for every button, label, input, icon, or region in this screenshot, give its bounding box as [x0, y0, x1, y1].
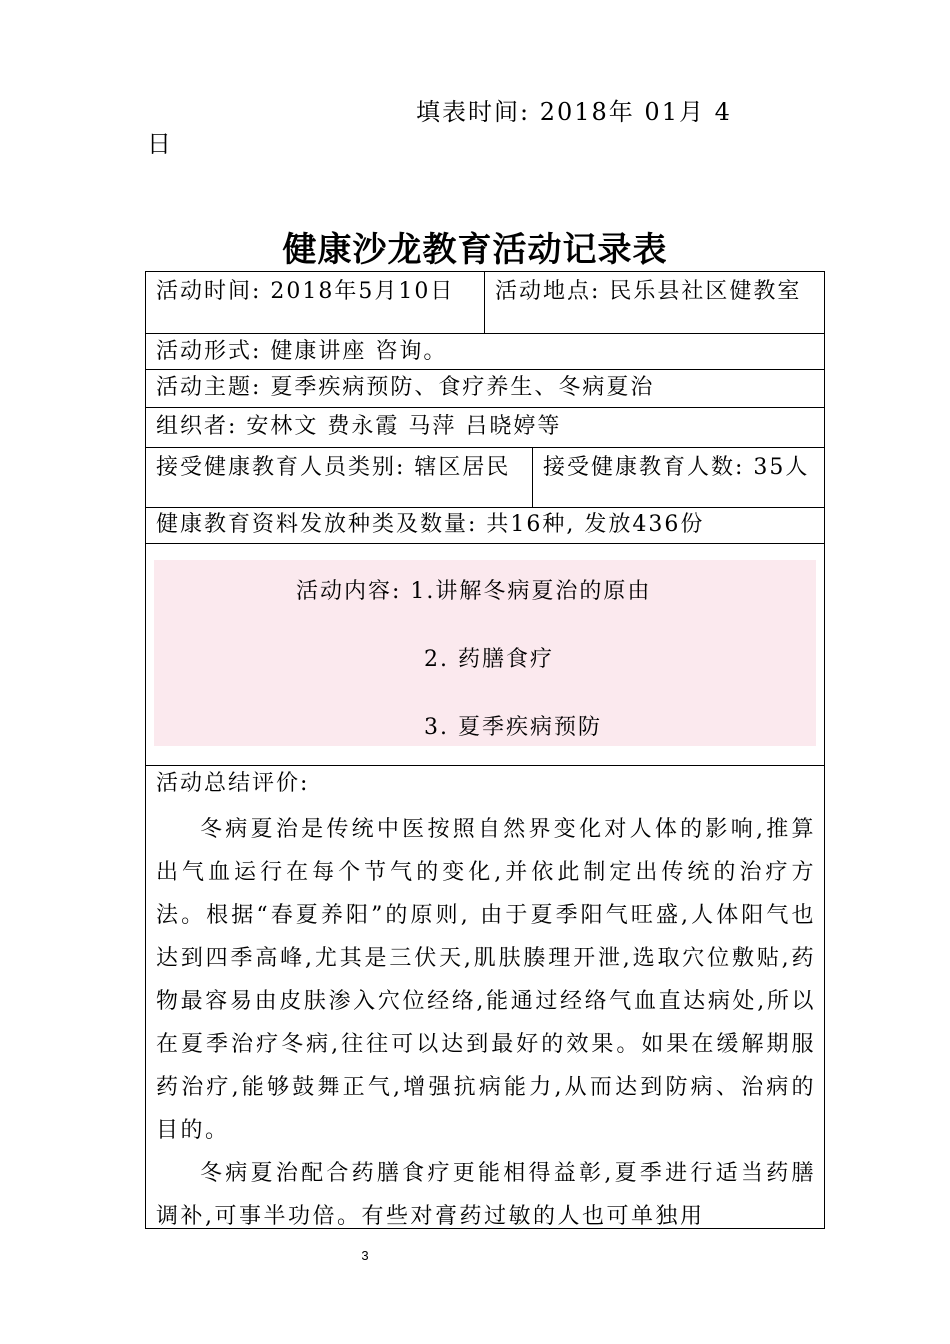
content-line-1: 活动内容: 1.讲解冬病夏治的原由: [296, 579, 652, 604]
summary-paragraph-2: 冬病夏治配合药膳食疗更能相得益彰,夏季进行适当药膳调补,可事半功倍。有些对膏药过敏的人也可单独用: [156, 1161, 816, 1229]
activity-time: 活动时间: 2018年5月10日: [156, 279, 455, 304]
audience-count: 接受健康教育人数: 35人: [543, 455, 810, 480]
row-content: [146, 544, 824, 766]
activity-location: 活动地点: 民乐县社区健教室: [495, 279, 802, 304]
document-title: 健康沙龙教育活动记录表: [282, 230, 668, 270]
fill-date-line1: 填表时间: 2018年 01月 4: [416, 98, 732, 126]
row-audience: [146, 448, 824, 508]
row-form: [146, 334, 824, 370]
summary-paragraph-1: 冬病夏治是传统中医按照自然界变化对人体的影响,推算出气血运行在每个节气的变化,并依此制定出传统的治疗方法。根据“春夏养阳”的原则, 由于夏季阳气旺盛,人体阳气也达到四季高峰,尤其是三伏天,肌肤腠理开泄,选取穴位敷贴,药物最容易由皮肤渗入穴位经络,能通过经络气血直达病处,所以在夏季治疗冬病,往往可以达到最好的效果。如果在缓解期服药治疗,能够鼓舞正气,增强抗病能力,从而达到防病、治病的目的。: [156, 817, 816, 1143]
content-highlight: [154, 560, 816, 746]
row-materials: [146, 508, 824, 544]
activity-theme: 活动主题: 夏季疾病预防、食疗养生、冬病夏治: [156, 375, 655, 400]
row-time-location: [146, 272, 824, 334]
fill-date-line2: 日: [147, 130, 171, 158]
row-organizers: [146, 408, 824, 448]
row-theme: [146, 370, 824, 408]
organizers: 组织者: 安林文 费永霞 马萍 吕晓婷等: [156, 414, 562, 439]
content-line-3: 3. 夏季疾病预防: [424, 715, 602, 740]
summary-label: 活动总结评价:: [156, 771, 310, 796]
activity-form: 活动形式: 健康讲座 咨询。: [156, 339, 448, 364]
materials: 健康教育资料发放种类及数量: 共16种, 发放436份: [156, 512, 705, 537]
page-number: 3: [361, 1248, 369, 1263]
audience-type: 接受健康教育人员类别: 辖区居民: [156, 455, 511, 480]
record-form: [145, 271, 825, 1229]
content-line-2: 2. 药膳食疗: [424, 647, 554, 672]
